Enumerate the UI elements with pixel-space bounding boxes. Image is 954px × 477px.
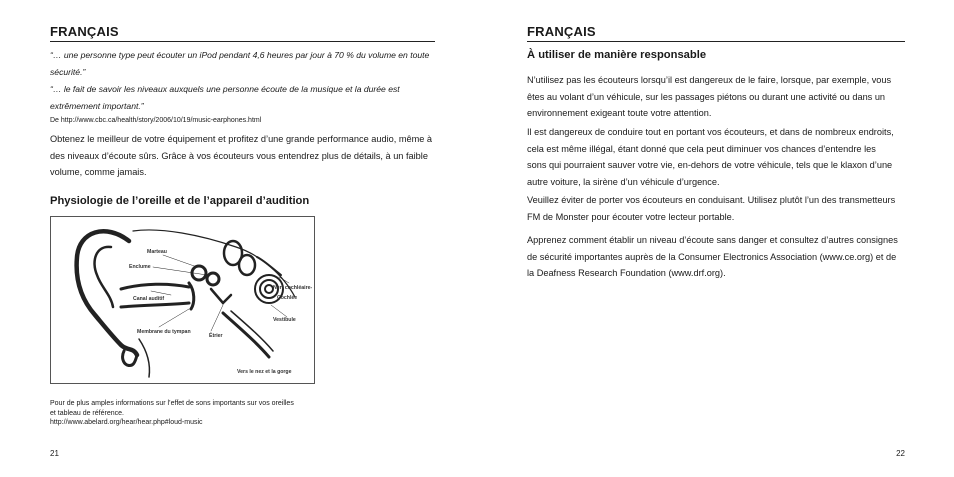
pinna-inner-fold: [95, 247, 113, 307]
label-vestibule: Vestibule: [273, 317, 296, 323]
quote-source: De http://www.cbc.ca/health/story/2006/10/19/music-earphones.html: [50, 117, 262, 124]
label-nez-gorge: Vers le nez et la gorge: [237, 369, 292, 375]
quote-levels: “… le fait de savoir les niveaux auxquels une personne écoute de la musique et la durée est extrêmement important.”: [50, 84, 400, 111]
ear-diagram: [51, 217, 314, 383]
page-number-left: 21: [50, 449, 59, 458]
incus: [207, 273, 219, 285]
figure-caption: [50, 399, 330, 428]
quote-ipod: “… une personne type peut écouter un iPod pendant 4,6 heures par jour à 70 % du volume en toute sécurité.”: [50, 50, 430, 77]
eardrum: [189, 283, 194, 309]
left-page: [50, 0, 435, 477]
eustachian-tube-inner: [231, 311, 273, 351]
label-enclume: Enclume: [129, 264, 151, 270]
eustachian-tube: [223, 313, 269, 357]
paragraph-fm-transmitter: Veuillez éviter de porter vos écouteurs en conduisant. Utilisez plutôt l’un des transmetteurs FM de Monster pour écouter votre lecteur portable.: [527, 195, 896, 222]
intro-paragraph: Obtenez le meilleur de votre équipement et profitez d’une grande performance audio, même à des niveaux d’écoute sûrs. Grâce à vos écouteurs vous entendrez plus de détails, à un faible volume, comme jamais.: [50, 134, 433, 177]
label-cochlee: Cochlée: [277, 295, 298, 301]
label-membrane: Membrane du tympan: [137, 329, 191, 335]
label-marteau: Marteau: [147, 249, 167, 255]
paragraph-dangerous: N’utilisez pas les écouteurs lorsqu’il est dangereux de le faire, lorsque, par exemple, vous êtes au volant d’un véhicule, sur les passages piétons ou durant une activité ou dans un environnement exigeant toute votre attention.: [527, 75, 892, 118]
label-canal-auditif: Canal auditif: [133, 296, 165, 302]
semicircular-canal-2: [239, 255, 255, 275]
ear-section-title: Physiologie de l’oreille et de l’appareil d’audition: [50, 195, 310, 207]
label-nerf: Nerf cochléaire-: [273, 285, 313, 291]
caption-line-1: Pour de plus amples informations sur l’effet de sons importants sur vos oreilles: [50, 400, 294, 407]
ear-anatomy-figure: [50, 216, 315, 384]
caption-url: http://www.abelard.org/hear/hear.php#loud-music: [50, 419, 203, 426]
label-etrier: Étrier: [209, 333, 223, 339]
cochlear-nerve: [257, 257, 281, 275]
paragraph-driving: Il est dangereux de conduire tout en portant vos écouteurs, et dans de nombreux endroits, cela est même illégal, étant donné que cela peut diminuer vos chances d’entendre les sons qui pourraient sauver votre vie, en-dehors de votre véhicule, tels que le klaxon d’une autre voiture, la sirène d’un véhicule d’urgence.: [527, 127, 894, 187]
ear-canal-top: [121, 284, 189, 289]
paragraph-safe-level: Apprenez comment établir un niveau d’écoute sans danger et consultez d’autres consignes de sécurité importantes auprès de la Consumer Electronics Association (www.ce.org) et de la Deafness Research Foundation (www.drf.org).: [527, 235, 898, 278]
head-surface: [133, 230, 295, 297]
stapes: [211, 289, 231, 303]
left-page-heading: FRANÇAIS: [50, 24, 435, 42]
responsible-use-title: À utiliser de manière responsable: [527, 49, 707, 61]
right-page-heading: FRANÇAIS: [527, 24, 905, 42]
page-number-right: 22: [896, 449, 905, 458]
caption-line-2: et tableau de référence.: [50, 409, 124, 417]
right-page: [527, 0, 905, 477]
jaw-line: [139, 339, 150, 377]
ear-canal-bottom: [121, 303, 189, 307]
